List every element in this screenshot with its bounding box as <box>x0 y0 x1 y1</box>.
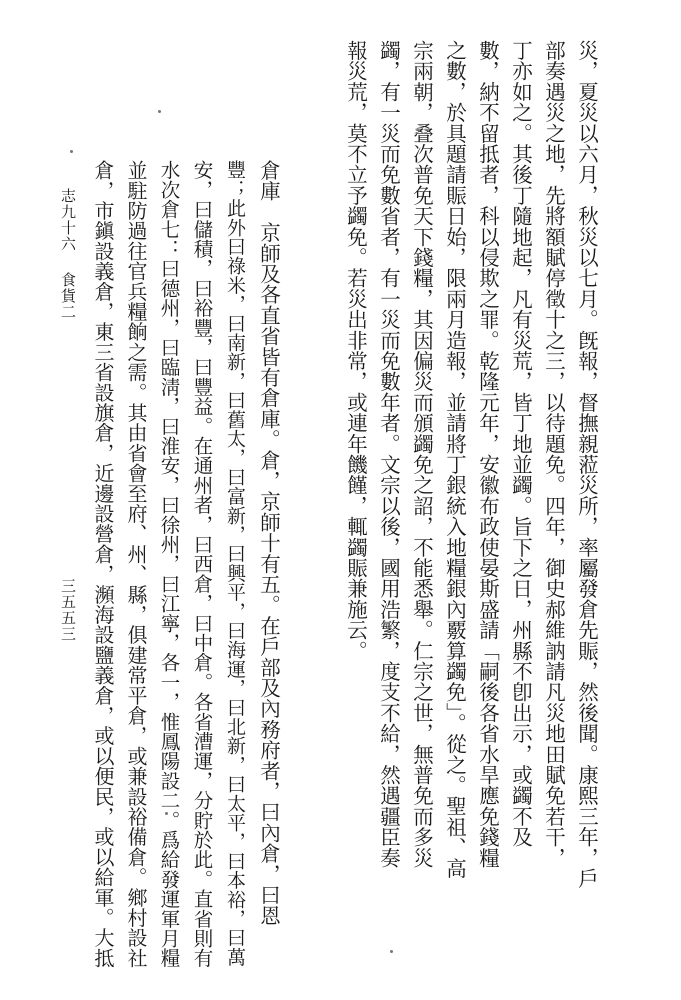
text-line-13: 並駐防過往官兵糧餉之需。其由省會至府、州、縣，俱建常平倉，或兼設裕備倉。鄉村設社 <box>124 160 148 968</box>
text-line-1: 災，夏災以六月，秋災以七月。旣報，督撫親蒞災所，率屬發倉先賑，然後聞。康熙三年，戶 <box>574 40 599 889</box>
running-title-volume: 志九十六 <box>59 188 77 252</box>
text-line-10: 豐；此外曰祿米，曰南新，曰舊太，曰富新，曰興平，曰海運，曰北新，曰太平，曰本裕，曰萬 <box>224 160 246 967</box>
text-line-5: 之數，於具題請賑日始，限兩月造報，並請將丁銀統入地糧銀內覈算蠲免」。從之。聖祖、高 <box>442 40 467 879</box>
margin-dot <box>390 950 393 953</box>
text-line-4: 數，納不留抵者，科以侵欺之罪。乾隆元年，安徽布政使晏斯盛請「嗣後各省水旱應免錢糧 <box>475 40 500 868</box>
text-line-8: 報災荒，莫不立予蠲免。若災出非常，或連年饑饉，輒蠲賑兼施云。 <box>343 40 368 661</box>
running-title-section: 食貨二 <box>59 272 77 320</box>
page-number: 三五五三 <box>59 578 77 642</box>
margin-dot <box>70 150 73 153</box>
text-line-14: 倉，市鎭設義倉，東三省設旗倉，近邊設營倉，瀕海設鹽義倉，或以便民，或以給軍。大抵 <box>91 160 115 968</box>
text-line-2: 部奏遇災之地，先將額賦停徵十之三，以待題免。四年，御史郝維訥請凡災地田賦免若干， <box>541 40 566 868</box>
margin-dot <box>158 110 161 113</box>
text-line-3: 丁亦如之。其後丁隨地起，凡有災荒，皆丁地並蠲。旨下之日，州縣不卽出示，或蠲不及 <box>508 40 533 848</box>
text-line-11: 安，曰儲積，曰裕豐，曰豐益。在通州者，曰西倉，曰中倉。各省漕運，分貯於此。直省則有 <box>190 160 214 968</box>
text-line-7: 蠲，有一災而免數省者，有一災而免數年者。文宗以後，國用浩繁，度支不給，然遇疆臣奏 <box>376 40 401 868</box>
text-line-12: 水次倉七：曰德州，曰臨淸，曰淮安，曰徐州，曰江寧，各一，惟鳳陽設二。爲給發運軍月糧 <box>157 160 181 968</box>
text-line-9: 倉庫 京師及各直省皆有倉庫。倉，京師十有五。在戶部及內務府者，曰內倉，曰恩 <box>256 160 281 926</box>
text-line-6: 宗兩朝，叠次普免天下錢糧，其因偏災而頒蠲免之詔，不能悉舉。仁宗之世，無普免而多災 <box>409 40 434 868</box>
